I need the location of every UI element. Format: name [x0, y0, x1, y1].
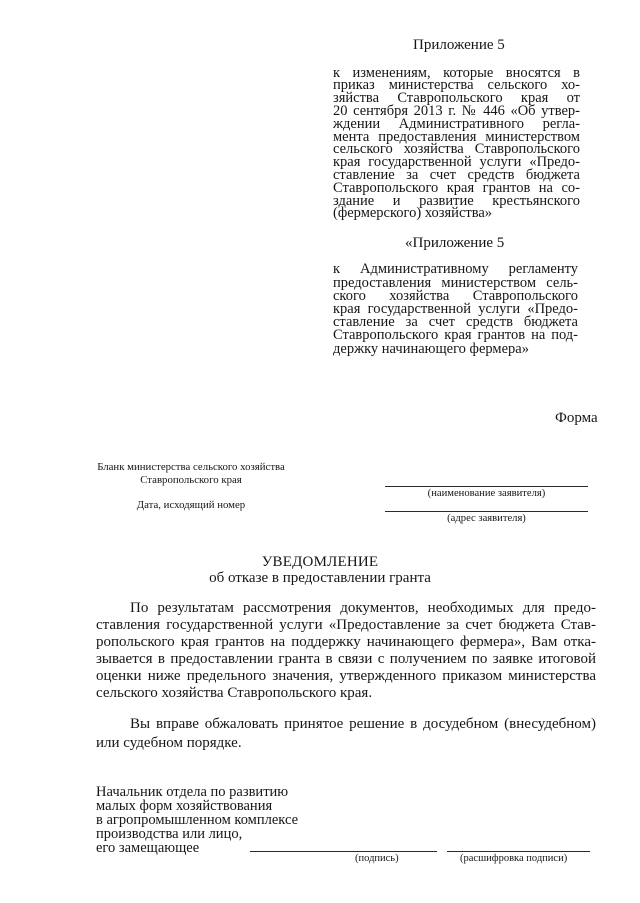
annex-secondary-title: «Приложение 5: [405, 235, 505, 251]
signatory-position-line: в агропромышленном комплексе: [96, 812, 299, 828]
notice-paragraph-2: [96, 715, 596, 753]
annex-secondary-line: к Административному регламенту: [333, 261, 578, 278]
paragraph-line: Вы вправе обжаловать принятое решение в досудебном (внесудебном): [130, 715, 596, 732]
letterhead-line: Ставропольского края: [140, 473, 242, 486]
applicant-name-caption: (наименование заявителя): [427, 488, 546, 499]
annex-secondary-line: ставление за счет средств бюджета: [333, 314, 578, 331]
signatory-position-line: Начальник отдела по развитию: [96, 784, 289, 800]
date-number-label: Дата, исходящий номер: [136, 498, 246, 511]
annex-primary-line: зяйства Ставропольского края от: [333, 90, 580, 107]
paragraph-line: ставления государственной услуги «Предоставление за счет бюджета Став-: [96, 616, 596, 633]
annex-secondary-line: края государственной услуги «Предо-: [333, 301, 578, 317]
annex-secondary-line: Ставропольского края грантов на под-: [333, 327, 578, 344]
notice-subtitle: об отказе в предоставлении гранта: [209, 570, 431, 586]
applicant-address-caption: (адрес заявителя): [447, 512, 526, 524]
annex-primary-line: Ставропольского края грантов на со-: [333, 179, 580, 196]
applicant-name-line: [385, 486, 588, 487]
annex-secondary-line: держку начинающего фермера»: [333, 340, 529, 357]
annex-primary-title: Приложение 5: [413, 37, 505, 53]
signatory-position-line: производства или лицо,: [96, 826, 243, 842]
annex-primary-line: сельского хозяйства Ставропольского: [333, 141, 580, 158]
notice-title: УВЕДОМЛЕНИЕ: [261, 554, 379, 570]
paragraph-line: сельского хозяйства Ставропольского края.: [96, 684, 373, 701]
annex-primary-line: ставление за счет средств бюджета: [333, 166, 580, 183]
annex-primary-line: (фермерского) хозяйства»: [333, 205, 493, 222]
annex-primary-line: края государственной услуги «Предо-: [333, 154, 580, 171]
letterhead-line: Бланк министерства сельского хозяйства: [97, 460, 285, 473]
annex-primary-note: [333, 64, 580, 222]
annex-secondary-line: предоставления министерством сель-: [333, 274, 578, 291]
annex-secondary-line: ского хозяйства Ставропольского: [333, 287, 578, 304]
annex-primary-line: здание и развитие крестьянского: [333, 192, 580, 209]
signatory-position-line: малых форм хозяйствования: [96, 798, 273, 814]
form-label: Форма: [555, 410, 598, 426]
annex-primary-line: мента предоставления министерством: [333, 128, 580, 145]
annex-primary-line: к изменениям, которые вносятся в: [333, 64, 580, 81]
paragraph-line: оценки ниже предельного значения, утвержденного приказом министерства: [96, 667, 596, 684]
paragraph-line: зывается в предоставлении гранта в связи с получением по заявке итоговой: [96, 650, 596, 667]
paragraph-line: По результатам рассмотрения документов, необходимых для предо-: [130, 599, 596, 616]
annex-primary-line: приказ министерства сельского хо-: [333, 77, 580, 94]
signature-name-caption: (расшифровка подписи): [460, 852, 568, 864]
signatory-position-line: его замещающее: [96, 840, 200, 856]
annex-secondary-note: [333, 263, 578, 355]
paragraph-line: ропольского края грантов на поддержку начинающего фермера», Вам отка-: [96, 633, 596, 650]
signatory-position: [96, 785, 326, 855]
annex-primary-line: ждении Административного регла-: [333, 115, 580, 132]
signature-line: [250, 851, 437, 852]
paragraph-line: или судебном порядке.: [96, 734, 242, 751]
letterhead: [90, 461, 292, 487]
annex-primary-line: 20 сентября 2013 г. № 446 «Об утвер-: [333, 102, 580, 119]
notice-paragraph-1: [96, 600, 596, 702]
signature-caption: (подпись): [355, 852, 399, 864]
